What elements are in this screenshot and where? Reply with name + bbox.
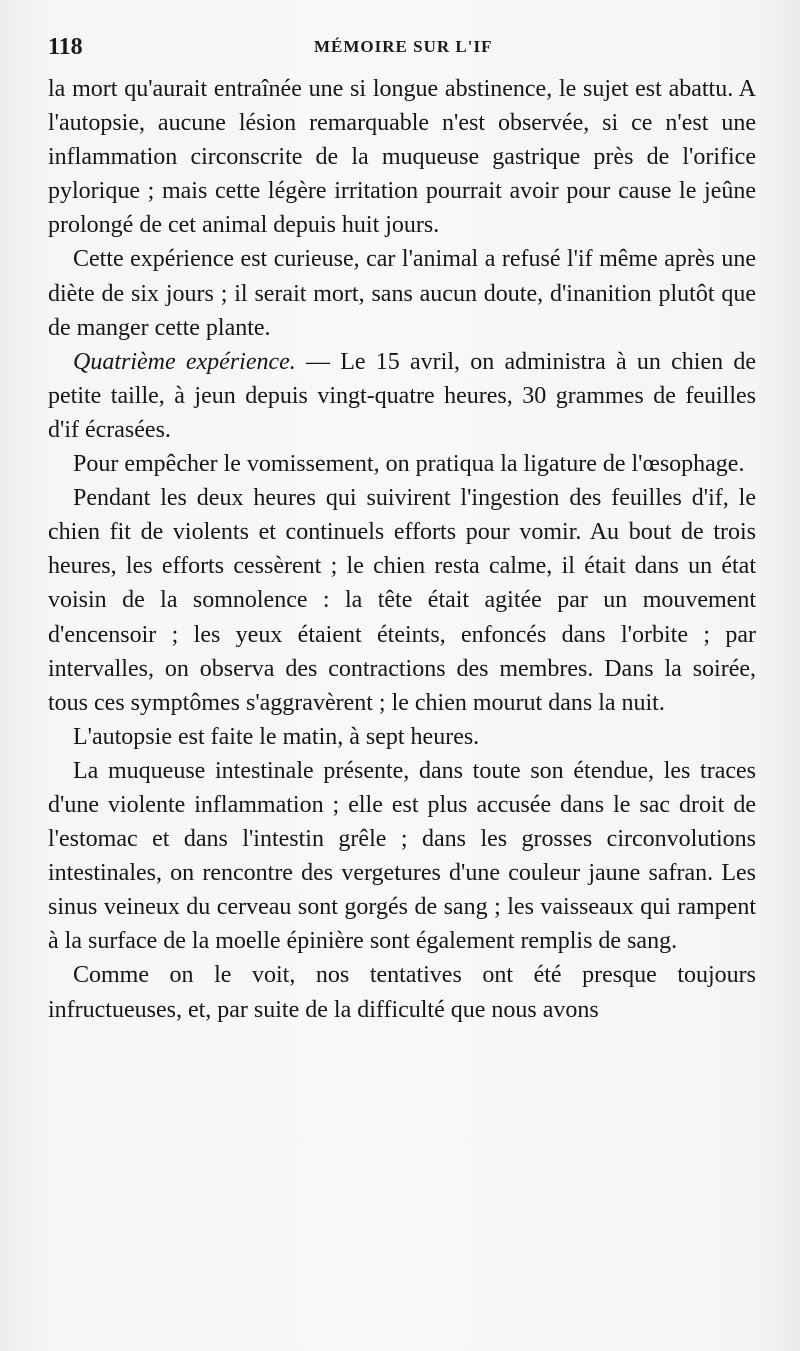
page-header [48, 28, 758, 68]
body-text [48, 72, 756, 1027]
paragraph-experiment-four [48, 345, 756, 447]
paragraph: Cette expérience est curieuse, car l'animal a refusé l'if même après une diète de six jours ; il serait mort, sans aucun doute, d'inanition plutôt que de manger cette plante. [48, 246, 756, 341]
paragraph: Pour empêcher le vomissement, on pratiqua la ligature de l'œsophage. [73, 451, 745, 478]
page-number: 118 [48, 34, 83, 60]
paragraph-text: — Le 15 avril, on administra à un chien de petite taille, à jeun depuis vingt-quatre heures, 30 grammes de feuilles d'if écrasées. [48, 348, 756, 443]
paragraph: Comme on le voit, nos tentatives ont été presque toujours infructueuses, et, par suite de la difficulté que nous avons [48, 962, 756, 1023]
paragraph: La muqueuse intestinale présente, dans toute son étendue, les traces d'une violente inflammation ; elle est plus accusée dans le sac droit de l'estomac et dans l'intestin grêle ; dans les grosses circonvolutions intestinales, on rencontre des vergetures d'une couleur jaune safran. Les sinus veineux du cerveau sont gorgés de sang ; les vaisseaux qui rampent à la surface de la moelle épinière sont également remplis de sang. [48, 757, 756, 955]
paragraph-continuation: la mort qu'aurait entraînée une si longue abstinence, le sujet est abattu. A l'autopsie, aucune lésion remarquable n'est observée, si ce n'est une inflammation circonscrite de la muqueuse gastrique près de l'orifice pylorique ; mais cette légère irritation pourrait avoir pour cause le jeûne prolongé de cet animal depuis huit jours. [48, 76, 756, 239]
paragraph: Pendant les deux heures qui suivirent l'ingestion des feuilles d'if, le chien fit de violents et continuels efforts pour vomir. Au bout de trois heures, les efforts cessèrent ; le chien resta calme, il était dans un état voisin de la somnolence : la tête était agitée par un mouvement d'encensoir ; les yeux étaient éteints, enfoncés dans l'orbite ; par intervalles, on observa des contractions des membres. Dans la soirée, tous ces symptômes s'aggravèrent ; le chien mourut dans la nuit. [48, 485, 756, 716]
running-head: MÉMOIRE SUR L'IF [314, 37, 493, 56]
paragraph: L'autopsie est faite le matin, à sept heures. [73, 723, 480, 750]
experiment-heading: Quatrième expérience. [73, 348, 296, 375]
